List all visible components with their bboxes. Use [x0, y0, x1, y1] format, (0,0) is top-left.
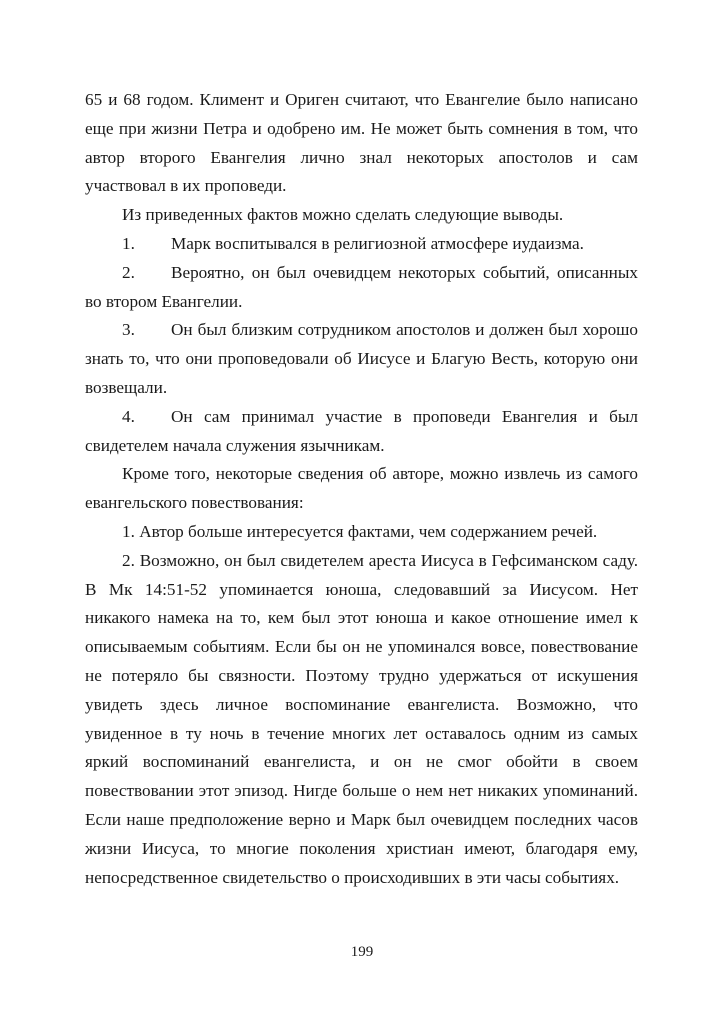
list-text: Вероятно, он был очевидцем некоторых событий, описанных во втором Евангелии.: [85, 262, 638, 311]
list-number: 4.: [122, 406, 135, 426]
list-text: Марк воспитывался в религиозной атмосфере иудаизма.: [171, 233, 584, 253]
body-text: [85, 86, 638, 892]
list-item-4: [85, 403, 638, 461]
list-item-3: [85, 316, 638, 402]
list-number: 2.: [122, 262, 135, 282]
page-number: 199: [350, 944, 374, 960]
list-text: Он сам принимал участие в проповеди Евангелия и был свидетелем начала служения язычникам.: [85, 406, 638, 455]
paragraph-point-2: 2. Возможно, он был свидетелем ареста Иисуса в Гефсиманском саду. В Мк 14:51-52 упоминается юноша, следовавший за Иисусом. Нет никакого намека на то, кем был этот юноша и какое отношение имел к описываемым событиям. Если бы он не упоминался вовсе, повествование не потеряло бы связности. Поэтому трудно удержаться от искушения увидеть здесь личное воспоминание евангелиста. Возможно, что увиденное в ту ночь в течение многих лет оставалось одним из самых яркий воспоминаний евангелиста, и он не смог обойти в своем повествовании этот эпизод. Нигде больше о нем нет никаких упоминаний. Если наше предположение верно и Марк был очевидцем последних часов жизни Иисуса, то многие поколения христиан имеют, благодаря ему, непосредственное свидетельство о происходивших в эти часы событиях.: [85, 550, 638, 887]
list-item-1: [85, 230, 638, 259]
paragraph-continuation: 65 и 68 годом. Климент и Ориген считают, что Евангелие было написано еще при жизни Петра и одобрено им. Не может быть сомнения в том, что автор второго Евангелия лично знал некоторых апостолов и сам участвовал в их проповеди.: [85, 90, 638, 196]
list-text: Он был близким сотрудником апостолов и должен был хорошо знать то, что они проповедовали об Иисусе и Благую Весть, которую они возвещали.: [85, 320, 638, 397]
paragraph-additional-info: Кроме того, некоторые сведения об авторе, можно извлечь из самого евангельского повествования:: [85, 464, 638, 513]
list-number: 1.: [122, 233, 135, 253]
paragraph-conclusions-intro: Из приведенных фактов можно сделать следующие выводы.: [122, 205, 564, 225]
paragraph-point-1: 1. Автор больше интересуется фактами, чем содержанием речей.: [122, 521, 598, 541]
list-item-2: [85, 259, 638, 317]
list-number: 3.: [122, 320, 135, 340]
